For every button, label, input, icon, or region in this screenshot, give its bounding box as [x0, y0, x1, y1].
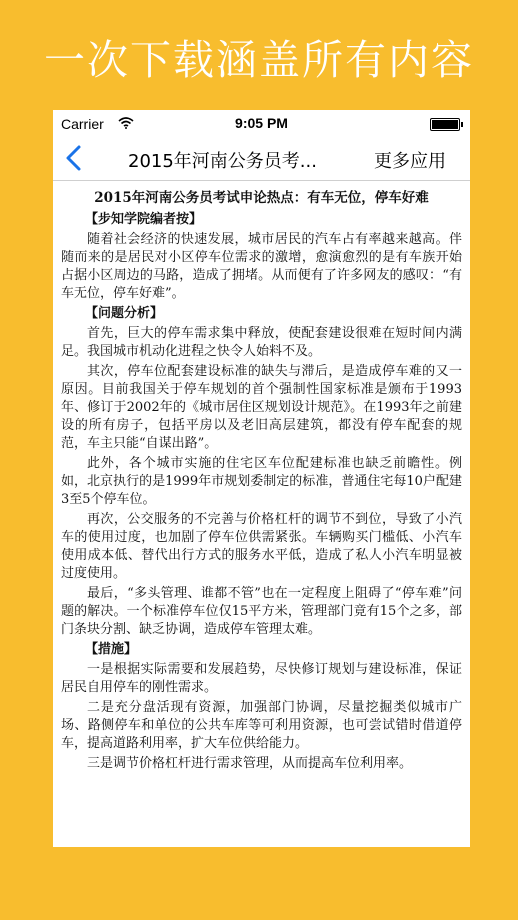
status-time: 9:05 PM: [235, 115, 288, 131]
paragraph: 三是调节价格杠杆进行需求管理，从而提高车位利用率。: [87, 756, 413, 771]
paragraph: 此外，各个城市实施的住宅区车位配建标准也缺乏前瞻性。例如，北京执行的是1999年市规划委制定的标准，普通住宅每10户配建3至5个停车位。: [61, 456, 462, 507]
paragraph: 二是充分盘活现有资源，加强部门协调，尽量挖掘类似城市广场、路侧停车和单位的公共车库等可利用资源，也可尝试错时借道停车，提高道路利用率，扩大车位供给能力。: [61, 700, 462, 751]
paragraph: 首先，巨大的停车需求集中释放，使配套建设很难在短时间内满足。我国城市机动化进程之快令人始料不及。: [61, 326, 462, 359]
promo-banner-text: 一次下载涵盖所有内容: [44, 36, 474, 84]
paragraph: 一是根据实际需要和发展趋势，尽快修订规划与建设标准，保证居民自用停车的刚性需求。: [61, 662, 462, 695]
paragraph: 其次，停车位配套建设标准的缺失与滞后，是造成停车难的又一原因。目前我国关于停车规划的首个强制性国家标准是颁布于1993年、修订于2002年的《城市居住区规划设计规范》。在1993年之前建设的所有房子，包括平房以及老旧高层建筑，都没有停车配套的规范，车主只能“自谋出路”。: [61, 364, 462, 451]
article-title: 2015年河南公务员考试申论热点：有车无位，停车好难: [94, 190, 429, 206]
battery-icon: [430, 118, 460, 131]
chevron-left-icon[interactable]: [63, 144, 87, 172]
article-body: [53, 181, 470, 773]
paragraph: 最后，“多头管理、谁都不管”也在一定程度上阻碍了“停车难”问题的解决。一个标准停车位仅15平方米，管理部门竟有15个之多，部门条块分割、缺乏协调，造成停车管理太难。: [61, 586, 462, 637]
phone-screen: [53, 110, 470, 847]
section-heading: 【步知学院编者按】: [85, 212, 203, 227]
status-bar: [53, 110, 470, 136]
page-title: 2015年河南公务员考...: [128, 151, 317, 172]
navigation-bar: [53, 136, 470, 181]
section-heading: 【问题分析】: [85, 306, 164, 321]
paragraph: 随着社会经济的快速发展，城市居民的汽车占有率越来越高。伴随而来的是居民对小区停车位需求的激增，愈演愈烈的是有车族开始占据小区周边的马路，造成了拥堵。从而便有了许多网友的感叹：“有车无位，停车好难”。: [61, 232, 462, 301]
paragraph: 再次，公交服务的不完善与价格杠杆的调节不到位，导致了小汽车的使用过度，也加剧了停车位供需紧张。车辆购买门槛低、小汽车使用成本低、替代出行方式的服务水平低，造成了私人小汽车明显被过度使用。: [61, 512, 462, 581]
carrier-label: Carrier: [61, 116, 104, 132]
more-apps-button[interactable]: 更多应用: [374, 151, 446, 172]
section-heading: 【措施】: [85, 642, 138, 657]
